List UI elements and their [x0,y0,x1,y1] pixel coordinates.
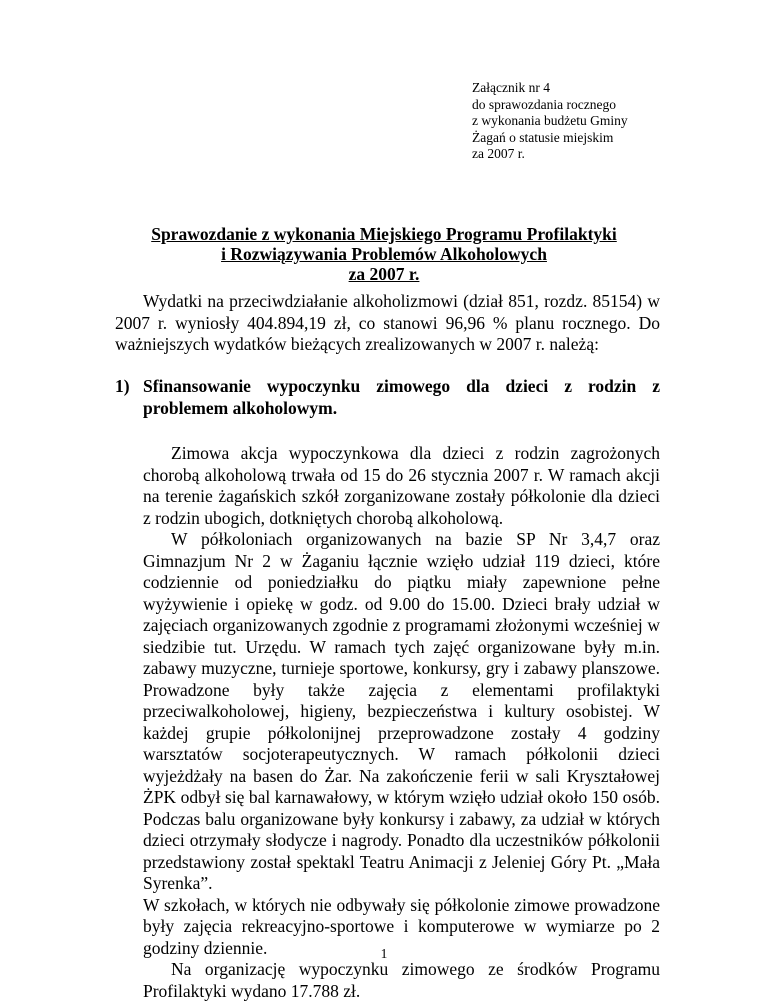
title-line: Sprawozdanie z wykonania Miejskiego Programu Profilaktyki [151,224,617,244]
page-number: 1 [380,946,388,961]
title-line: i Rozwiązywania Problemów Alkoholowych [221,244,547,264]
annex-line: za 2007 r. [472,146,525,161]
section-1-heading [115,376,660,419]
section-1-number: 1) [115,376,130,396]
body-paragraph: Zimowa akcja wypoczynkowa dla dzieci z rodzin zagrożonych chorobą alkoholową trwała od 15 do 26 stycznia 2007 r. W ramach akcji na terenie żagańskich szkół zorganizowane zostały półkolonie dla dzieci z rodzin ubogich, dotkniętych chorobą alkoholową. [143,443,660,528]
section-1-body [143,443,660,1002]
report-title [0,224,768,284]
body-paragraph: Na organizację wypoczynku zimowego ze środków Programu Profilaktyki wydano 17.788 zł. [143,959,660,1001]
annex-line: do sprawozdania rocznego [472,96,616,112]
section-1-title: Sfinansowanie wypoczynku zimowego dla dzieci z rodzin z problemem alkoholowym. [143,376,660,418]
body-paragraph: W półkoloniach organizowanych na bazie SP Nr 3,4,7 oraz Gimnazjum Nr 2 w Żaganiu łącznie wzięło udział 119 dzieci, które codziennie od poniedziałku do piątku miały zapewnione pełne wyżywienie i opiekę w godz. od 9.00 do 15.00. Dzieci brały udział w zajęciach organizowanych zgodnie z programami złożonymi wcześniej w siedzibie tut. Urzędu. W ramach tych zajęć organizowane były m.in. zabawy muzyczne, turnieje sportowe, konkursy, gry i zabawy planszowe. Prowadzone były także zajęcia z elementami profilaktyki przeciwalkoholowej, higieny, bezpieczeństwa i kultury osobistej. W każdej grupie półkolonijnej przeprowadzone zostały 4 godziny warsztatów socjoterapeutycznych. W ramach półkolonii dzieci wyjeżdżały na basen do Żar. Na zakończenie ferii w sali Kryształowej ŻPK odbył się bal karnawałowy, w którym wzięło udział około 150 osób. Podczas balu organizowane były konkursy i zabawy, za udział w których dzieci otrzymały słodycze i nagrody. Ponadto dla uczestników półkolonii przedstawiony został spektakl Teatru Animacji z Jeleniej Góry Pt. „Mała Syrenka”. [143,529,660,893]
annex-note [472,80,628,163]
title-line: za 2007 r. [348,264,420,284]
intro-paragraph: Wydatki na przeciwdziałanie alkoholizmowi (dział 851, rozdz. 85154) w 2007 r. wyniosły 404.894,19 zł, co stanowi 96,96 % planu rocznego. Do ważniejszych wydatków bieżących zrealizowanych w 2007 r. należą: [115,291,660,354]
annex-line: z wykonania budżetu Gminy [472,113,628,128]
annex-line: Załącznik nr 4 [472,80,550,95]
body-paragraph: W szkołach, w których nie odbywały się półkolonie zimowe prowadzone były zajęcia rekreacyjno-sportowe i komputerowe w wymiarze po 2 godziny dziennie. [143,894,660,958]
annex-line: Żagań o statusie miejskim [472,129,614,145]
